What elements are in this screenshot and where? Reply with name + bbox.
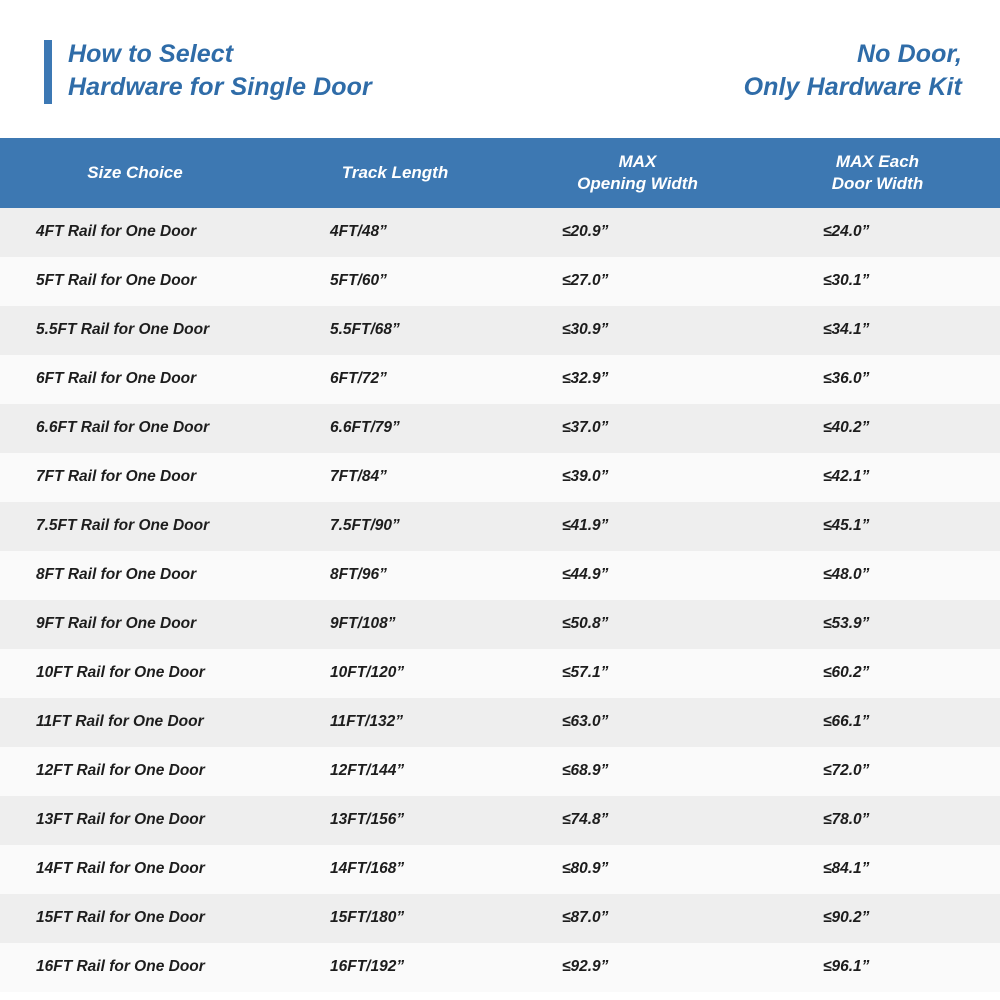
cell-track-length: 8FT/96” (270, 551, 520, 600)
cell-max-each-door-width: ≤72.0” (755, 747, 1000, 796)
cell-max-each-door-width: ≤90.2” (755, 894, 1000, 943)
cell-max-opening-width: ≤50.8” (520, 600, 755, 649)
column-header-max-opening-width-line-2: Opening Width (577, 173, 698, 193)
header (0, 0, 1000, 138)
page-subtitle-block (744, 38, 962, 105)
table-row (0, 649, 1000, 698)
cell-size-choice: 14FT Rail for One Door (0, 845, 270, 894)
table-header-row (0, 138, 1000, 208)
page-subtitle-line-2: Only Hardware Kit (743, 73, 962, 102)
cell-max-opening-width: ≤80.9” (520, 845, 755, 894)
cell-max-opening-width: ≤37.0” (520, 404, 755, 453)
cell-max-opening-width: ≤57.1” (520, 649, 755, 698)
table-row (0, 404, 1000, 453)
cell-size-choice: 10FT Rail for One Door (0, 649, 270, 698)
cell-size-choice: 12FT Rail for One Door (0, 747, 270, 796)
cell-max-opening-width: ≤30.9” (520, 306, 755, 355)
page-title-line-2: Hardware for Single Door (68, 73, 372, 102)
cell-track-length: 10FT/120” (270, 649, 520, 698)
cell-max-each-door-width: ≤60.2” (755, 649, 1000, 698)
table-row (0, 943, 1000, 992)
cell-max-each-door-width: ≤78.0” (755, 796, 1000, 845)
cell-track-length: 15FT/180” (270, 894, 520, 943)
cell-max-opening-width: ≤87.0” (520, 894, 755, 943)
table-row (0, 796, 1000, 845)
cell-size-choice: 7FT Rail for One Door (0, 453, 270, 502)
table-row (0, 845, 1000, 894)
column-header-size-choice (0, 138, 270, 208)
cell-size-choice: 6.6FT Rail for One Door (0, 404, 270, 453)
table-row (0, 306, 1000, 355)
cell-track-length: 14FT/168” (270, 845, 520, 894)
cell-max-opening-width: ≤39.0” (520, 453, 755, 502)
cell-size-choice: 9FT Rail for One Door (0, 600, 270, 649)
table-body (0, 208, 1000, 992)
cell-max-opening-width: ≤32.9” (520, 355, 755, 404)
cell-track-length: 5.5FT/68” (270, 306, 520, 355)
cell-size-choice: 11FT Rail for One Door (0, 698, 270, 747)
table-row (0, 698, 1000, 747)
cell-max-opening-width: ≤27.0” (520, 257, 755, 306)
cell-max-each-door-width: ≤96.1” (755, 943, 1000, 992)
page-title-block (44, 38, 372, 105)
page-subtitle (744, 38, 962, 105)
cell-size-choice: 6FT Rail for One Door (0, 355, 270, 404)
cell-track-length: 7.5FT/90” (270, 502, 520, 551)
cell-max-each-door-width: ≤84.1” (755, 845, 1000, 894)
cell-max-each-door-width: ≤40.2” (755, 404, 1000, 453)
cell-size-choice: 13FT Rail for One Door (0, 796, 270, 845)
cell-size-choice: 4FT Rail for One Door (0, 208, 270, 257)
column-header-max-each-door-width-line-2: Door Width (831, 173, 924, 193)
cell-track-length: 6.6FT/79” (270, 404, 520, 453)
cell-max-each-door-width: ≤30.1” (755, 257, 1000, 306)
cell-track-length: 12FT/144” (270, 747, 520, 796)
cell-track-length: 11FT/132” (270, 698, 520, 747)
cell-max-each-door-width: ≤24.0” (755, 208, 1000, 257)
cell-max-each-door-width: ≤53.9” (755, 600, 1000, 649)
cell-max-each-door-width: ≤48.0” (755, 551, 1000, 600)
table-row (0, 747, 1000, 796)
cell-max-opening-width: ≤63.0” (520, 698, 755, 747)
cell-track-length: 6FT/72” (270, 355, 520, 404)
table-row (0, 894, 1000, 943)
cell-max-opening-width: ≤41.9” (520, 502, 755, 551)
cell-track-length: 5FT/60” (270, 257, 520, 306)
column-header-track-length-line-1: Track Length (341, 162, 449, 182)
table-row (0, 600, 1000, 649)
cell-track-length: 9FT/108” (270, 600, 520, 649)
cell-size-choice: 15FT Rail for One Door (0, 894, 270, 943)
cell-max-opening-width: ≤44.9” (520, 551, 755, 600)
column-header-max-opening-width (520, 138, 755, 208)
cell-max-opening-width: ≤20.9” (520, 208, 755, 257)
cell-size-choice: 5.5FT Rail for One Door (0, 306, 270, 355)
cell-max-opening-width: ≤92.9” (520, 943, 755, 992)
column-header-max-each-door-width (755, 138, 1000, 208)
cell-max-opening-width: ≤68.9” (520, 747, 755, 796)
table-row (0, 502, 1000, 551)
cell-max-each-door-width: ≤42.1” (755, 453, 1000, 502)
cell-max-opening-width: ≤74.8” (520, 796, 755, 845)
column-header-max-opening-width-line-1: MAX (618, 152, 657, 171)
cell-max-each-door-width: ≤45.1” (755, 502, 1000, 551)
cell-size-choice: 7.5FT Rail for One Door (0, 502, 270, 551)
table-header (0, 138, 1000, 208)
column-header-track-length (270, 138, 520, 208)
cell-size-choice: 16FT Rail for One Door (0, 943, 270, 992)
page-title-line-1: How to Select (68, 40, 234, 68)
page-subtitle-line-1: No Door, (857, 40, 962, 68)
cell-size-choice: 5FT Rail for One Door (0, 257, 270, 306)
size-chart-table (0, 138, 1000, 992)
page-title (68, 38, 372, 105)
column-header-max-each-door-width-line-1: MAX Each (835, 152, 920, 171)
table-row (0, 355, 1000, 404)
title-accent-bar (44, 40, 52, 104)
cell-max-each-door-width: ≤34.1” (755, 306, 1000, 355)
table-row (0, 208, 1000, 257)
table-row (0, 257, 1000, 306)
cell-size-choice: 8FT Rail for One Door (0, 551, 270, 600)
column-header-size-choice-line-1: Size Choice (87, 162, 183, 182)
table-row (0, 453, 1000, 502)
cell-track-length: 13FT/156” (270, 796, 520, 845)
cell-track-length: 16FT/192” (270, 943, 520, 992)
table-row (0, 551, 1000, 600)
cell-track-length: 7FT/84” (270, 453, 520, 502)
cell-max-each-door-width: ≤36.0” (755, 355, 1000, 404)
cell-track-length: 4FT/48” (270, 208, 520, 257)
cell-max-each-door-width: ≤66.1” (755, 698, 1000, 747)
